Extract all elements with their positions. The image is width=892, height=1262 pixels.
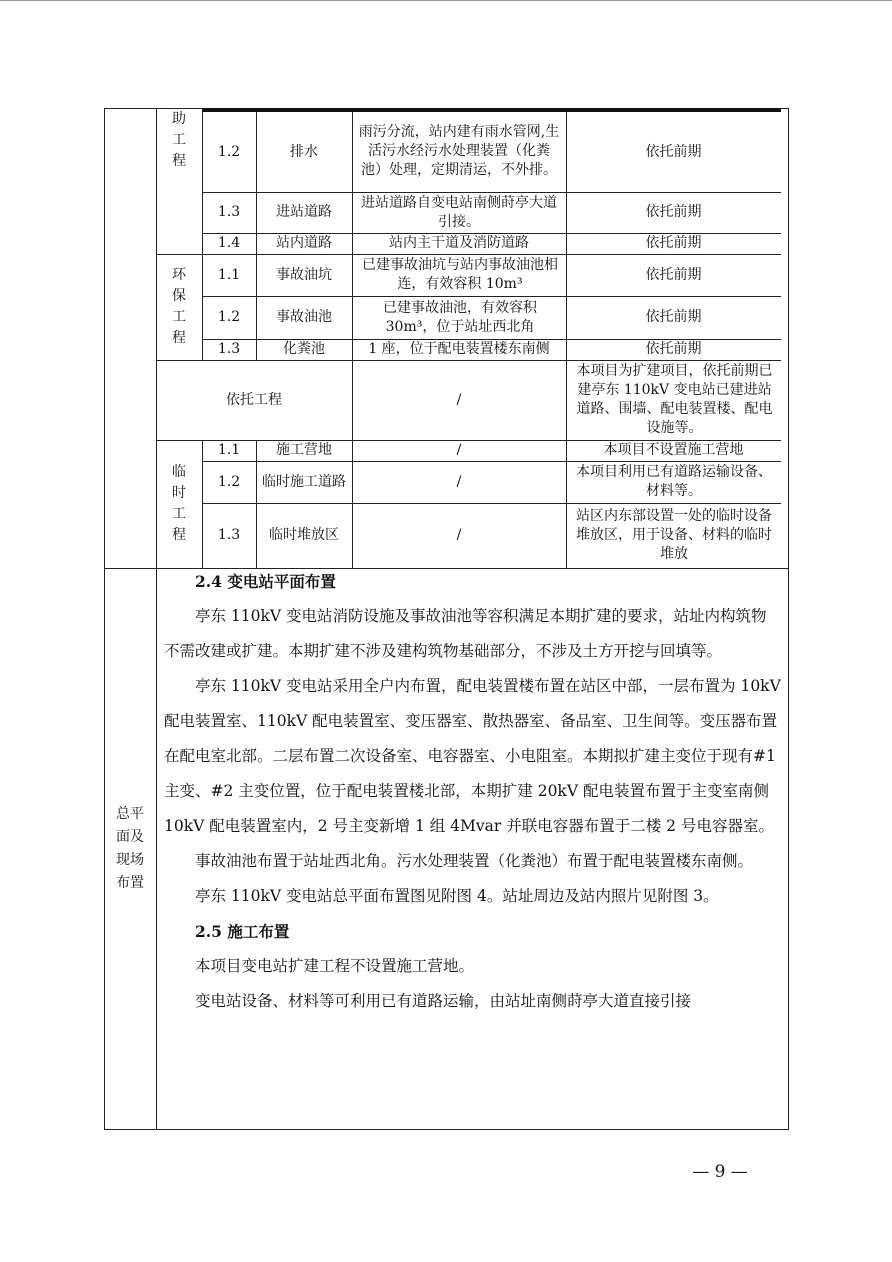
row-content: / xyxy=(456,442,462,458)
row-content: / xyxy=(456,473,462,490)
row-content: 1 座，位于配电装置楼东南侧 xyxy=(368,341,550,357)
paragraph: 事故油池布置于站址西北角。污水处理装置（化粪池）布置于配电装置楼东南侧。 xyxy=(195,852,754,870)
merged-label-reliance: 依托工程 xyxy=(226,391,282,408)
row-remark: 站区内东部设置一处的临时设备堆放区，用于设备、材料的临时堆放 xyxy=(576,508,772,562)
heading-2-5: 2.5 施工布置 xyxy=(195,922,290,941)
row-content: / xyxy=(456,391,462,408)
row-content: 已建事故油池，有效容积30m³，位于站址西北角 xyxy=(383,299,537,335)
row-no: 1.1 xyxy=(217,266,241,283)
group-label-char: 保 xyxy=(172,288,186,304)
row-remark: 依托前期 xyxy=(645,266,702,283)
group-label-temp xyxy=(156,440,202,568)
row-no: 1.3 xyxy=(217,204,241,220)
group-label-aux xyxy=(156,110,202,170)
row-content: 雨污分流，站内建有雨水管网,生活污水经污水处理装置（化粪池）处理，定期清运，不外排。 xyxy=(358,123,560,178)
row-content: / xyxy=(456,527,462,543)
row-name: 事故油坑 xyxy=(276,266,332,283)
paragraph: 亭东 110kV 变电站采用全户内布置，配电装置楼布置在站区中部，一层布置为 10kV 配电装置室、110kV 配电装置室、变压器室、散热器室、备品室、卫生间等。变压器布置在配电室北部。二层布置二次设备室、电容器室、小电阻室。本期拟扩建主变位于现有#1 主变、#2 主变位置，位于配电装置楼北部，本期扩建 20kV 配电装置布置于主变室南侧 10kV 配电装置室内，2 号主变新增 1 组 4Mvar 并联电容器布置于二楼 2 号电容器室。 xyxy=(164,677,781,835)
row-remark: 依托前期 xyxy=(645,341,702,357)
section-side-label xyxy=(104,568,156,1130)
paragraph: 变电站设备、材料等可利用已有道路运输，由站址南侧莳亭大道直接引接 xyxy=(195,992,692,1010)
page-number: — 9 — xyxy=(692,1162,748,1182)
paragraph: 本项目变电站扩建工程不设置施工营地。 xyxy=(195,957,475,975)
group-label-char: 工 xyxy=(172,131,186,148)
side-label-line: 布置 xyxy=(116,875,144,891)
row-remark: 本项目利用已有道路运输设备、材料等。 xyxy=(576,464,772,499)
row-name: 化粪池 xyxy=(283,341,325,357)
top-rule xyxy=(0,0,892,1)
group-label-char: 时 xyxy=(172,485,186,501)
row-name: 事故油池 xyxy=(276,309,332,325)
row-no: 1.1 xyxy=(217,442,241,458)
row-name: 进站道路 xyxy=(276,204,332,220)
row-remark: 本项目不设置施工营地 xyxy=(603,442,744,458)
group-label-char: 程 xyxy=(172,330,186,346)
row-no: 1.2 xyxy=(217,473,241,490)
row-remark: 依托前期 xyxy=(645,235,702,251)
side-label-line: 面及 xyxy=(116,829,144,845)
side-label-line: 总平 xyxy=(116,806,144,822)
side-label-line: 现场 xyxy=(116,852,144,868)
row-no: 1.2 xyxy=(217,143,241,160)
group-label-char: 工 xyxy=(172,506,186,522)
row-name: 临时堆放区 xyxy=(269,527,339,543)
row-no: 1.3 xyxy=(217,527,241,543)
row-content: 站内主干道及消防道路 xyxy=(389,235,529,251)
row-content: 已建事故油坑与站内事故油池相连，有效容积 10m³ xyxy=(362,257,558,292)
group-label-char: 工 xyxy=(172,309,186,325)
row-remark: 依托前期 xyxy=(645,204,702,220)
row-no: 1.2 xyxy=(217,309,241,325)
row-no: 1.4 xyxy=(217,235,241,251)
row-name: 站内道路 xyxy=(276,235,332,251)
group-label-char: 临 xyxy=(172,464,186,480)
row-remark: 本项目为扩建项目，依托前期已建亭东 110kV 变电站已建进站道路、围墙、配电装置楼、配电设施等。 xyxy=(576,363,773,436)
paragraph: 亭东 110kV 变电站消防设施及事故油池等容积满足本期扩建的要求，站址内构筑物不需改建或扩建。本期扩建不涉及建构筑物基础部分，不涉及土方开挖与回填等。 xyxy=(164,607,767,660)
row-remark: 依托前期 xyxy=(645,309,702,325)
row-remark: 依托前期 xyxy=(645,143,702,160)
row-name: 施工营地 xyxy=(276,442,332,458)
row-name: 排水 xyxy=(290,143,318,160)
group-label-char: 助 xyxy=(172,110,186,127)
group-label-char: 程 xyxy=(172,152,186,169)
row-no: 1.3 xyxy=(217,341,241,357)
section-body xyxy=(164,564,782,1019)
group-label-char: 程 xyxy=(172,527,186,543)
heading-2-4: 2.4 变电站平面布置 xyxy=(195,572,336,591)
row-content: 进站道路自变电站南侧莳亭大道引接。 xyxy=(361,194,557,230)
group-label-env xyxy=(156,254,202,360)
group-label-char: 环 xyxy=(172,267,186,283)
row-name: 临时施工道路 xyxy=(262,473,346,490)
paragraph: 亭东 110kV 变电站总平面布置图见附图 4。站址周边及站内照片见附图 3。 xyxy=(195,887,719,905)
